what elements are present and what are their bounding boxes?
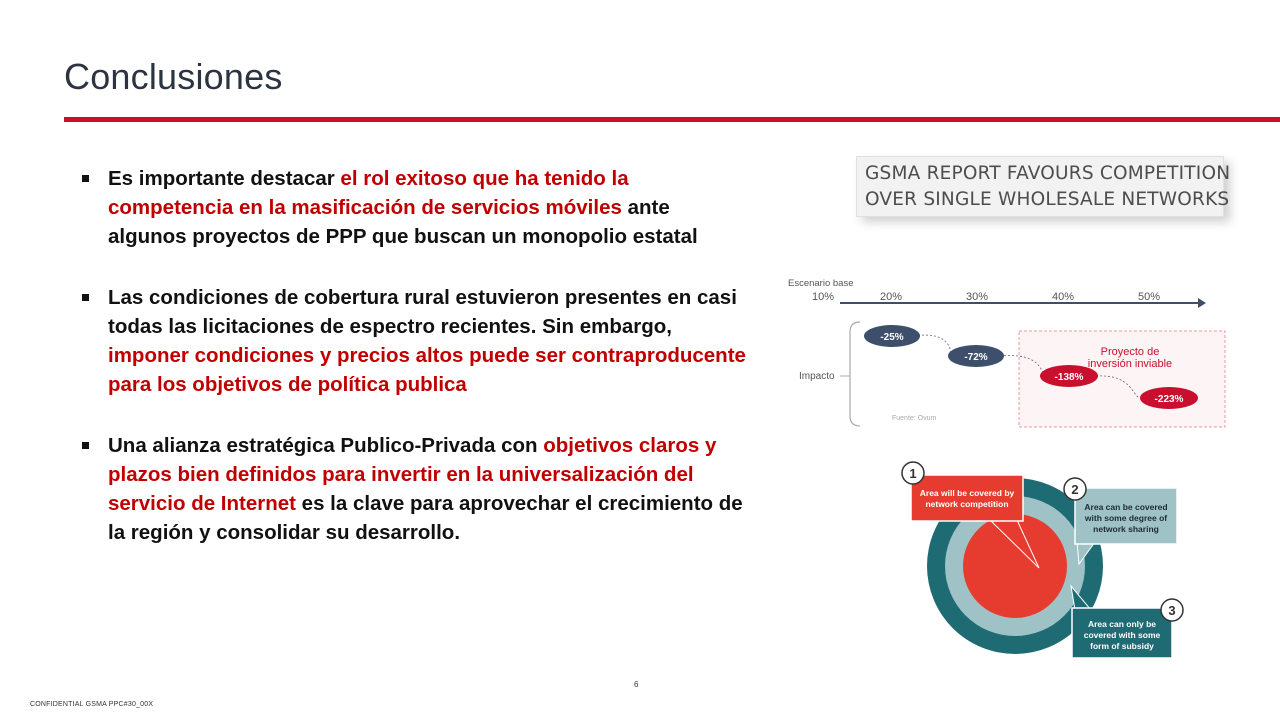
bullet-3-text-a: Una alianza estratégica Publico-Privada con xyxy=(108,434,544,457)
callout-2-line3: network sharing xyxy=(1093,524,1159,534)
source-note: Fuente: Ovum xyxy=(892,415,937,422)
impact-value-3: -138% xyxy=(1054,372,1084,383)
bullet-3-text-b: es la clave para aprovechar el crecimiento de la región y consolidar su desarrollo. xyxy=(108,492,743,544)
callout-3-line1: Area can only be xyxy=(1087,619,1157,629)
impact-value-1: -25% xyxy=(880,332,904,343)
page-number: 6 xyxy=(634,680,639,689)
callout-1-box xyxy=(911,475,1023,521)
bullet-item-1 xyxy=(80,164,752,251)
impact-value-2: -72% xyxy=(964,352,988,363)
box-label-line1: Proyecto de xyxy=(1100,346,1160,358)
callout-3-line2: covered with some xyxy=(1083,630,1161,640)
bullet-3-highlight: objetivos claros y plazos bien definidos para invertir en la universalización del servicio de Internet xyxy=(108,434,717,515)
title-divider xyxy=(64,117,1280,122)
impact-value-4: -223% xyxy=(1154,394,1184,405)
banner-line-2: OVER SINGLE WHOLESALE NETWORKS xyxy=(865,189,1230,210)
impact-bracket xyxy=(850,322,860,426)
banner-line-1: GSMA REPORT FAVOURS COMPETITION xyxy=(865,163,1231,184)
impact-label: Impacto xyxy=(799,371,835,382)
bullet-square-icon xyxy=(82,442,89,449)
callout-1-line2: network competition xyxy=(925,499,1009,509)
bullet-item-2 xyxy=(80,283,752,399)
bullet-1-text-b: ante algunos proyectos de PPP que buscan un monopolio estatal xyxy=(108,196,698,248)
axis-arrow-head-icon xyxy=(1198,298,1206,308)
callout-2-number: 2 xyxy=(1071,482,1079,497)
axis-value-30: 30% xyxy=(966,291,989,303)
bullet-2-highlight: imponer condiciones y precios altos puede ser contraproducente para los objetivos de política publica xyxy=(108,344,746,396)
callout-2-line2: with some degree of xyxy=(1084,513,1168,523)
bullet-2-text-a: Las condiciones de cobertura rural estuvieron presentes en casi todas las licitaciones de espectro recientes. Sin embargo, xyxy=(108,286,737,338)
confidential-footer: CONFIDENTIAL GSMA PPC#30_00X xyxy=(30,701,154,708)
bullet-1-text-a: Es importante destacar xyxy=(108,167,341,190)
axis-value-40: 40% xyxy=(1052,291,1075,303)
page-title: Conclusiones xyxy=(64,56,283,97)
callout-1-line1: Area will be covered by xyxy=(919,488,1015,498)
coverage-diagram xyxy=(895,458,1185,663)
connector-1 xyxy=(914,335,951,356)
callout-1-number: 1 xyxy=(909,466,917,481)
impact-chart xyxy=(782,270,1232,432)
bullet-list xyxy=(80,164,752,579)
bullet-1-highlight: el rol exitoso que ha tenido la competencia en la masificación de servicios móviles xyxy=(108,167,629,219)
gsma-report-banner xyxy=(856,156,1231,217)
callout-2-line1: Area can be covered xyxy=(1084,502,1168,512)
axis-value-20: 20% xyxy=(880,291,903,303)
axis-value-50: 50% xyxy=(1138,291,1161,303)
bullet-item-3 xyxy=(80,431,752,547)
callout-3-number: 3 xyxy=(1168,603,1176,618)
bullet-square-icon xyxy=(82,294,89,301)
scenario-label: Escenario base xyxy=(788,278,854,289)
axis-value-10: 10% xyxy=(812,291,835,303)
callout-3-line3: form of subsidy xyxy=(1090,641,1154,651)
bullet-square-icon xyxy=(82,175,89,182)
box-label-line2: inversión inviable xyxy=(1087,358,1173,370)
